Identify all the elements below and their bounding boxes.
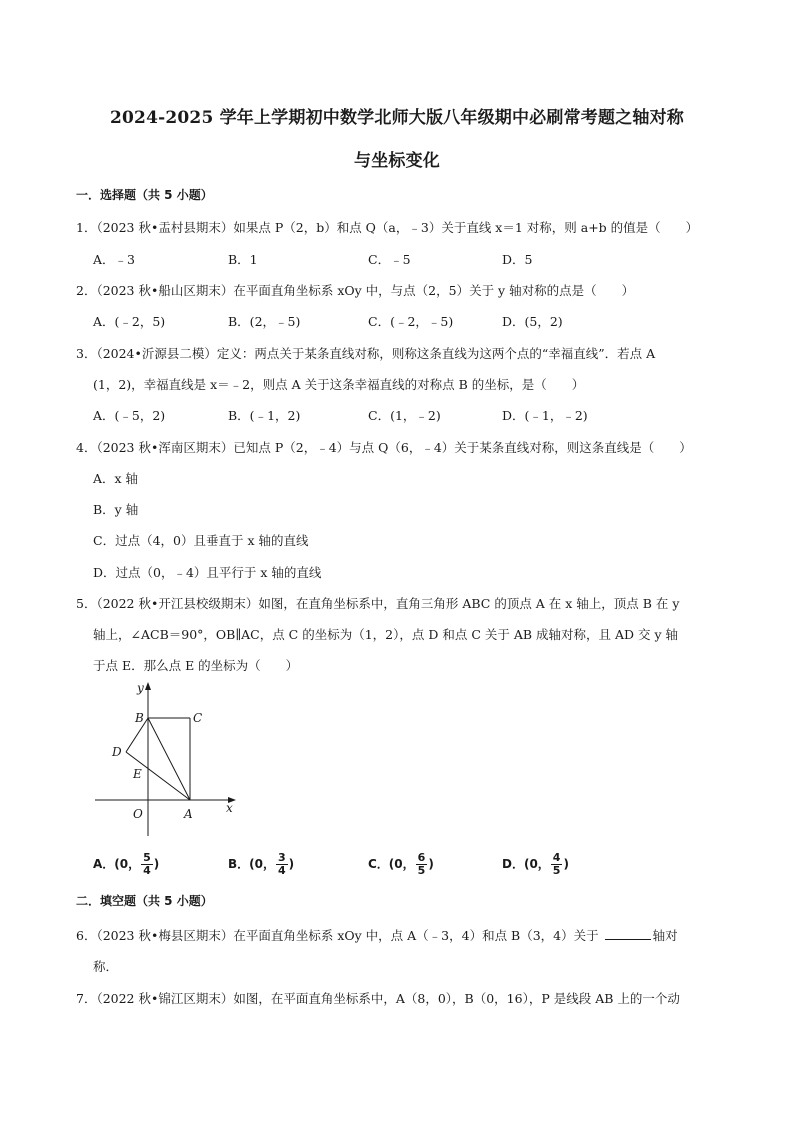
fraction-denominator: 4 [143, 864, 151, 878]
q1-option-a: A．﹣3 [93, 252, 135, 267]
label-o: O [133, 807, 143, 821]
q3-option-c: C．(1，﹣2) [368, 408, 441, 423]
question-6-line1-text: 6．（2023 秋•梅县区期末）在平面直角坐标系 xOy 中，点 A（﹣3，4）和点 B（3，4）关于 [76, 928, 599, 943]
fraction [276, 852, 288, 877]
q5-option-b [228, 852, 294, 877]
q4-option-b: B．y 轴 [93, 502, 139, 517]
q2-option-a: A．(﹣2，5) [93, 314, 166, 329]
q1-option-c: C．﹣5 [368, 252, 411, 267]
fraction-numerator: 4 [552, 851, 561, 864]
fraction [551, 852, 563, 877]
label-c: C [193, 711, 203, 725]
fraction-denominator: 4 [277, 864, 286, 878]
fraction [141, 852, 153, 877]
question-3-line1: 3．（2024•沂源县二模）定义：两点关于某条直线对称，则称这条直线为这两个点的“幸福直线”．若点 A [76, 346, 656, 361]
q5-option-c-close: ) [428, 857, 434, 872]
q5-option-a [93, 852, 159, 877]
q2-option-c: C．(﹣2，﹣5) [368, 314, 454, 329]
label-d: D [112, 745, 122, 759]
answer-blank[interactable] [605, 927, 651, 940]
document-title-line2: 与坐标变化 [354, 151, 440, 171]
section-heading-choice: 一．选择题（共 5 小题） [76, 188, 213, 202]
fraction-numerator: 5 [143, 851, 151, 864]
q2-option-d: D．(5，2) [502, 314, 563, 329]
q5-option-d [502, 852, 569, 877]
q5-option-b-prefix: B．(0， [228, 857, 275, 872]
question-7-line1: 7．（2022 秋•锦江区期末）如图，在平面直角坐标系中，A（8，0），B（0，16），P 是线段 AB 上的一个动 [76, 991, 680, 1006]
q3-option-a: A．(﹣5，2) [93, 408, 166, 423]
label-b: B [135, 711, 144, 725]
label-y: y [137, 681, 144, 695]
question-5-line3: 于点 E．那么点 E 的坐标为（ ） [93, 658, 299, 673]
q4-option-c: C．过点（4，0）且垂直于 x 轴的直线 [93, 533, 309, 548]
q3-option-b: B．(﹣1，2) [228, 408, 301, 423]
fraction-denominator: 5 [417, 864, 426, 878]
q3-option-d: D．(﹣1，﹣2) [502, 408, 588, 423]
segment-ba [148, 718, 190, 800]
question-4-text: 4．（2023 秋•浑南区期末）已知点 P（2，﹣4）与点 Q（6，﹣4）关于某条直线对称，则这条直线是（ ） [76, 440, 692, 455]
label-x: x [226, 801, 233, 815]
q1-option-d: D．5 [502, 252, 533, 267]
document-title-line1: 2024-2025 学年上学期初中数学北师大版八年级期中必刷常考题之轴对称 [109, 108, 684, 128]
label-a: A [184, 807, 193, 821]
question-6-line1-tail: 轴对 [652, 928, 678, 943]
fraction [416, 852, 428, 877]
question-2-text: 2．（2023 秋•船山区期末）在平面直角坐标系 xOy 中，与点（2，5）关于 y 轴对称的点是（ ） [76, 283, 635, 298]
question-3-line2: (1，2)，幸福直线是 x＝﹣2，则点 A 关于这条幸福直线的对称点 B 的坐标，是（ ） [93, 377, 585, 392]
q1-option-b: B．1 [228, 252, 258, 267]
q4-option-d: D．过点（0，﹣4）且平行于 x 轴的直线 [93, 565, 322, 580]
q4-option-a: A．x 轴 [93, 471, 139, 486]
q5-option-d-close: ) [563, 857, 569, 872]
q5-option-a-prefix: A．(0， [93, 857, 141, 872]
q2-option-b: B．(2，﹣5) [228, 314, 301, 329]
question-1-text: 1．（2023 秋•盂村县期末）如果点 P（2，b）和点 Q（a，﹣3）关于直线 x＝1 对称，则 a+b 的值是（ ） [76, 220, 699, 235]
q5-option-b-close: ) [288, 857, 295, 872]
q5-option-c [368, 852, 434, 877]
q5-option-d-prefix: D．(0， [502, 857, 550, 872]
label-e: E [133, 767, 142, 781]
y-axis-arrow [145, 682, 151, 690]
question-5-line2: 轴上，∠ACB＝90°，OB∥AC，点 C 的坐标为（1，2），点 D 和点 C 关于 AB 成轴对称，且 AD 交 y 轴 [93, 627, 679, 642]
fraction-numerator: 3 [277, 851, 286, 864]
q5-option-a-close: ) [153, 857, 160, 872]
question-6-line1 [76, 926, 678, 944]
question-5-line1: 5．（2022 秋•开江县校级期末）如图，在直角坐标系中，直角三角形 ABC 的顶点 A 在 x 轴上，顶点 B 在 y [76, 596, 680, 611]
q5-option-c-prefix: C．(0， [368, 857, 415, 872]
question-6-line2: 称． [93, 959, 119, 974]
geometry-diagram [90, 678, 250, 848]
section-heading-fill-in: 二．填空题（共 5 小题） [76, 894, 213, 908]
fraction-numerator: 6 [417, 851, 426, 864]
fraction-denominator: 5 [552, 864, 561, 878]
